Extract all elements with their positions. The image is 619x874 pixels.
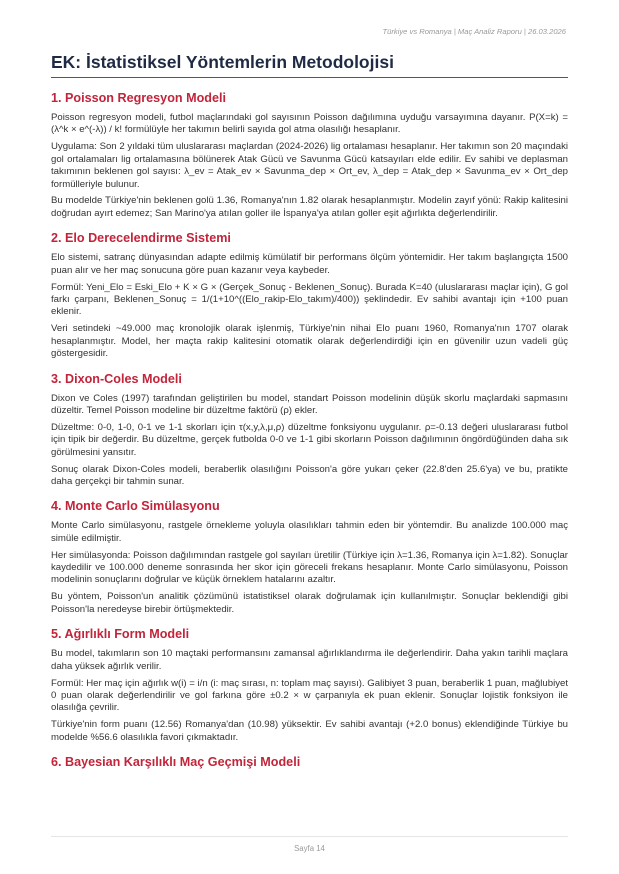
paragraph: Monte Carlo simülasyonu, rastgele örnekleme yoluyla olasılıkları tahmin eden bir yöntemdir. Bu analizde 100.000 maç simüle edilmiştir.	[51, 520, 568, 544]
paragraph: Dixon ve Coles (1997) tarafından geliştirilen bu model, standart Poisson modelinin düşük skorlu maçlardaki sapmasını düzeltir. Temel Poisson modeline bir düzeltme faktörü (ρ) ekler.	[51, 392, 568, 416]
section-monte-carlo	[51, 499, 568, 616]
paragraph: Poisson regresyon modeli, futbol maçlarındaki gol sayısının Poisson dağılımına uyduğu varsayımına dayanır. P(X=k) = (λ^k × e^(-λ)) / k! formülüyle her takımın belirli sayıda gol atma olasılığı hesaplanır.	[51, 112, 568, 136]
title-block	[51, 51, 568, 78]
paragraph: Bu modelde Türkiye'nin beklenen golü 1.36, Romanya'nın 1.82 olarak hesaplanmıştır. Modelin zayıf yönü: Rakip kalitesini doğrudan ayırt edemez; San Marino'ya atılan goller ile İspanya'ya atılan goller eşit ağırlıkta değerlendirilir.	[51, 195, 568, 219]
paragraph: Sonuç olarak Dixon-Coles modeli, beraberlik olasılığını Poisson'a göre yukarı çeker (22.8'den 25.6'ya) ve bu, pratikte daha gerçekçi bir tahmin sunar.	[51, 463, 568, 487]
footer-divider	[51, 836, 568, 837]
section-poisson	[51, 91, 568, 220]
paragraph: Uygulama: Son 2 yıldaki tüm uluslararası maçlardan (2024-2026) lig ortalaması hesaplanır. Her takımın son 20 maçındaki gol ortalamaları lig ortalamasına bölünerek Atak Gücü ve Savunma Gücü katsayıları elde edilir. Ev sahibi ve deplasman takımının beklenen gol sayısı: λ_ev = Atak_ev × Savunma_dep × Ort_ev, λ_dep = Atak_dep × Savunma_ev × Ort_dep formülleriyle bulunur.	[51, 141, 568, 190]
paragraph: Formül: Yeni_Elo = Eski_Elo + K × G × (Gerçek_Sonuç - Beklenen_Sonuç). Burada K=40 (uluslararası maçlar için), G gol farkı çarpanı, Beklenen_Sonuç = 1/(1+10^((Elo_rakip-Elo_takım)/400)) şeklindedir. Ev sahibi avantajı için +100 puan eklenir.	[51, 281, 568, 318]
paragraph: Bu model, takımların son 10 maçtaki performansını zamansal ağırlıklandırma ile değerlendirir. Daha yakın tarihli maçlara daha yüksek ağırlık verilir.	[51, 648, 568, 672]
paragraph: Veri setindeki ~49.000 maç kronolojik olarak işlenmiş, Türkiye'nin nihai Elo puanı 1960, Romanya'nın 1707 olarak hesaplanmıştır. Model, her maçta rakip kalitesini otomatik olarak değerlendirdiği için en güvenilir uzun vadeli güç göstergesidir.	[51, 323, 568, 360]
page-number: Sayfa 14	[294, 844, 325, 853]
section-weighted-form	[51, 627, 568, 744]
page-title: EK: İstatistiksel Yöntemlerin Metodolojisi	[51, 51, 568, 78]
section-heading: 5. Ağırlıklı Form Modeli	[51, 627, 190, 642]
section-heading: 1. Poisson Regresyon Modeli	[51, 91, 226, 105]
paragraph: Her simülasyonda: Poisson dağılımından rastgele gol sayıları üretilir (Türkiye için λ=1.36, Romanya için λ=1.82). Sonuçlar kaydedilir ve 100.000 deneme sonrasında her skor için göreceli frekans hesaplanır. Monte Carlo simülasyonu, Poisson modelinin sonuçlarını doğrular ve küçük örneklem hatalarını azaltır.	[51, 549, 568, 586]
section-heading: 3. Dixon-Coles Modeli	[51, 371, 182, 386]
paragraph: Elo sistemi, satranç dünyasından adapte edilmiş kümülatif bir performans ölçüm yöntemidir. Her takım başlangıçta 1500 puan alır ve her maç sonucuna göre puan kazanır veya kaybeder.	[51, 252, 568, 276]
paragraph: Formül: Her maç için ağırlık w(i) = i/n (i: maç sırası, n: toplam maç sayısı). Galibiyet 3 puan, beraberlik 1 puan, mağlubiyet 0 puan olarak değerlendirilir ve gol farkına göre ±0.2 × w çarpanıyla ek puan eklenir. Sonuçlar lojistik fonksiyon ile olasılığa çevrilir.	[51, 677, 568, 714]
paragraph: Düzeltme: 0-0, 1-0, 0-1 ve 1-1 skorları için τ(x,y,λ,μ,ρ) düzeltme fonksiyonu uygulanır. ρ=-0.13 değeri uluslararası futbol için tipik bir değerdir. Bu düzeltme, gerçek futbolda 0-0 ve 1-1 gibi skorların Poisson dağılımının öngördüğünden daha sık görülmesini yansıtır.	[51, 421, 568, 458]
paragraph: Türkiye'nin form puanı (12.56) Romanya'dan (10.98) yüksektir. Ev sahibi avantajı (+2.0 bonus) eklendiğinde Türkiye bu modelde %56.6 olasılıkla favori çıkmaktadır.	[51, 719, 568, 743]
content-body	[51, 88, 568, 776]
section-heading: 6. Bayesian Karşılıklı Maç Geçmişi Modeli	[51, 755, 301, 770]
section-bayesian	[51, 755, 568, 770]
section-heading: 4. Monte Carlo Simülasyonu	[51, 499, 220, 514]
section-elo	[51, 231, 568, 360]
section-heading: 2. Elo Derecelendirme Sistemi	[51, 231, 231, 246]
section-dixon-coles	[51, 372, 568, 489]
paragraph: Bu yöntem, Poisson'un analitik çözümünü istatistiksel olarak doğrulamak için kullanılmıştır. Sonuçlar beklendiği gibi Poisson'la neredeyse birebir örtüşmektedir.	[51, 591, 568, 615]
running-header: Türkiye vs Romanya | Maç Analiz Raporu | 26.03.2026	[382, 27, 566, 36]
